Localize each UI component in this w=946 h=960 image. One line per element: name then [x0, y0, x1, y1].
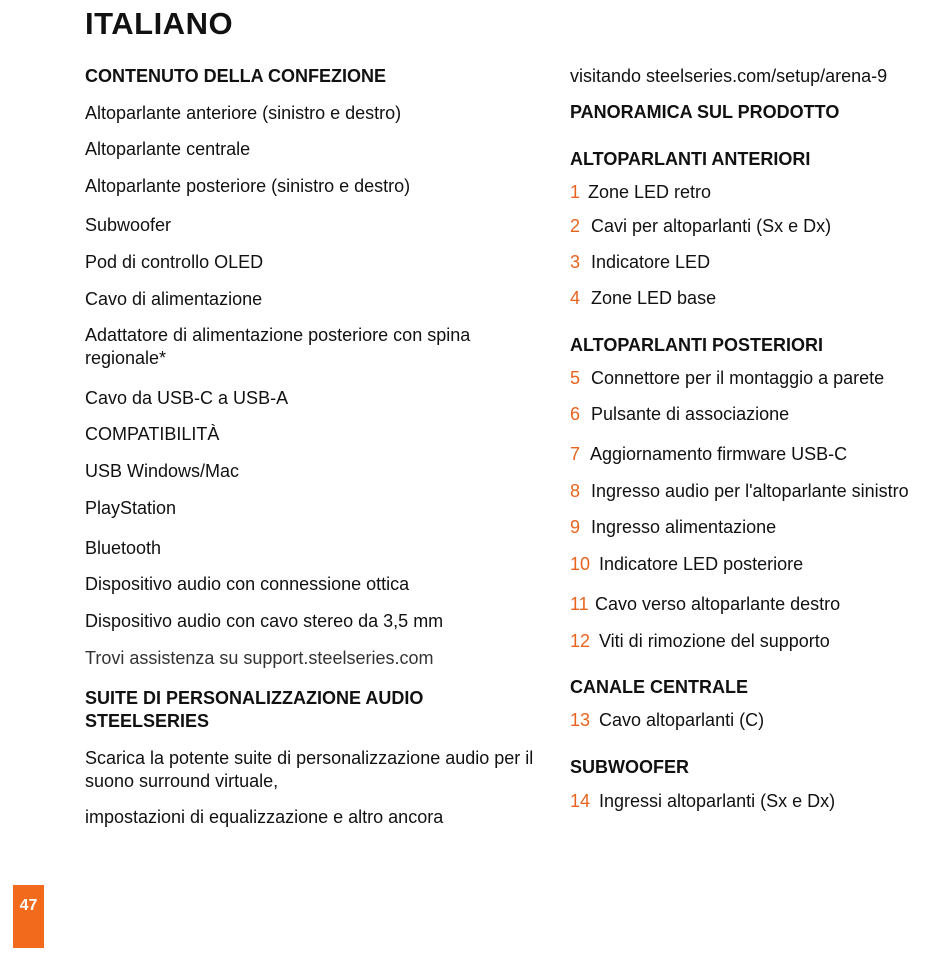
subwoofer-heading: SUBWOOFER — [570, 757, 689, 777]
list-item — [570, 710, 764, 731]
item-number: 8 — [570, 481, 581, 501]
item-label: Pulsante di associazione — [591, 404, 790, 424]
support-text: Trovi assistenza su support.steelseries.com — [85, 648, 434, 668]
item-number: 6 — [570, 404, 581, 424]
visit-text: visitando steelseries.com/setup/arena-9 — [570, 66, 888, 86]
item-label: Indicatore LED posteriore — [599, 554, 804, 574]
list-item — [570, 554, 803, 575]
item-number: 3 — [570, 252, 581, 272]
item-number: 9 — [570, 517, 581, 537]
list-item — [570, 791, 835, 812]
list-item — [570, 182, 711, 203]
item-label: Ingresso audio per l'altoparlante sinistro — [591, 481, 909, 501]
list-item: PlayStation — [85, 498, 177, 518]
compatibility-heading: COMPATIBILITÀ — [85, 424, 220, 444]
suite-text: Scarica la potente suite di personalizzazione audio per il suono surround virtuale, — [85, 748, 534, 791]
list-item: Subwoofer — [85, 215, 172, 235]
list-item — [570, 404, 789, 425]
suite-heading: SUITE DI PERSONALIZZAZIONE AUDIO STEELSERIES — [85, 688, 424, 731]
item-label: Viti di rimozione del supporto — [599, 631, 830, 651]
suite-text: impostazioni di equalizzazione e altro ancora — [85, 807, 444, 827]
list-item: Bluetooth — [85, 538, 162, 558]
item-label: Zone LED base — [591, 288, 717, 308]
list-item — [570, 288, 716, 309]
list-item: Altoparlante posteriore (sinistro e destro) — [85, 176, 411, 196]
contents-heading: CONTENUTO DELLA CONFEZIONE — [85, 66, 386, 86]
list-item: Cavo da USB-C a USB-A — [85, 388, 289, 408]
item-number: 5 — [570, 368, 581, 388]
item-number: 2 — [570, 216, 581, 236]
item-number: 7 — [570, 444, 581, 464]
item-number: 13 — [570, 710, 591, 730]
list-item: Dispositivo audio con cavo stereo da 3,5 mm — [85, 611, 444, 631]
item-number: 1 — [570, 182, 581, 202]
item-label: Indicatore LED — [591, 252, 711, 272]
item-number: 12 — [570, 631, 591, 651]
list-item — [570, 444, 847, 465]
item-label: Ingresso alimentazione — [591, 517, 777, 537]
rear-speakers-heading: ALTOPARLANTI POSTERIORI — [570, 335, 824, 355]
list-item — [570, 216, 831, 237]
list-item: USB Windows/Mac — [85, 461, 240, 481]
item-number: 14 — [570, 791, 591, 811]
list-item — [570, 252, 710, 273]
item-label: Connettore per il montaggio a parete — [591, 368, 885, 388]
list-item: Altoparlante centrale — [85, 139, 251, 159]
page-number-badge: 47 — [13, 885, 44, 948]
list-item: Altoparlante anteriore (sinistro e destro) — [85, 103, 402, 123]
item-number: 4 — [570, 288, 581, 308]
list-item — [570, 481, 909, 502]
item-number: 10 — [570, 554, 591, 574]
item-label: Aggiornamento firmware USB-C — [590, 444, 848, 464]
overview-heading: PANORAMICA SUL PRODOTTO — [570, 102, 840, 122]
list-item — [570, 368, 884, 389]
list-item — [570, 631, 830, 652]
list-item: Pod di controllo OLED — [85, 252, 264, 272]
list-item: Adattatore di alimentazione posteriore con spina regionale* — [85, 325, 471, 368]
item-label: Ingressi altoparlanti (Sx e Dx) — [599, 791, 836, 811]
list-item — [570, 594, 840, 615]
front-speakers-heading: ALTOPARLANTI ANTERIORI — [570, 149, 811, 169]
list-item: Dispositivo audio con connessione ottica — [85, 574, 410, 594]
item-label: Cavi per altoparlanti (Sx e Dx) — [591, 216, 832, 236]
item-label: Zone LED retro — [588, 182, 712, 202]
page-title: ITALIANO — [85, 6, 234, 41]
list-item — [570, 517, 776, 538]
item-label: Cavo verso altoparlante destro — [595, 594, 841, 614]
center-channel-heading: CANALE CENTRALE — [570, 677, 748, 697]
item-label: Cavo altoparlanti (C) — [599, 710, 765, 730]
item-number: 11 — [570, 594, 589, 614]
list-item: Cavo di alimentazione — [85, 289, 263, 309]
